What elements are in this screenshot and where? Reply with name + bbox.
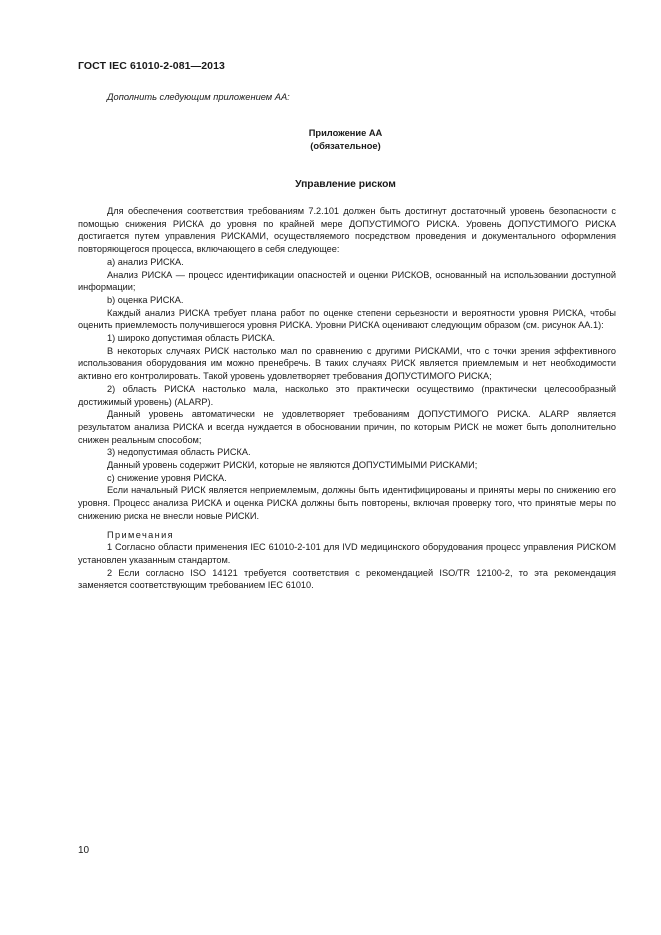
list-item: а) анализ РИСКА. [107, 256, 184, 267]
paragraph: Данный уровень содержит РИСКИ, которые не являются ДОПУСТИМЫМИ РИСКАМИ; [107, 460, 478, 471]
annex-title: Приложение АА [308, 128, 383, 138]
list-item: c) снижение уровня РИСКА. [107, 472, 227, 483]
amendment-instruction: Дополнить следующим приложением АА: [107, 92, 290, 102]
paragraph: В некоторых случаях РИСК настолько мал по сравнению с другими РИСКАМИ, что с точки зрения эффективного использования оборудования им можно пренебречь. В таких случаях РИСК является приемлемым и нет необходимости активно его контролировать. Такой уровень удовлетворяет требования ДОПУСТИМОГО РИСКА; [78, 345, 616, 382]
paragraph: Анализ РИСКА — процесс идентификации опасностей и оценки РИСКОВ, основанный на использовании доступной информации; [78, 269, 616, 293]
list-item: b) оценка РИСКА. [107, 294, 184, 305]
section-title: Управление риском [295, 179, 396, 190]
standard-header: ГОСТ IEC 61010-2-081—2013 [78, 60, 225, 72]
page-number: 10 [78, 845, 90, 856]
notes-block [78, 529, 616, 593]
note-item: 1 Согласно области применения IEC 61010-2-101 для IVD медицинского оборудования процесс управления РИСКОМ установлен указанным стандартом. [78, 542, 616, 565]
paragraph: Для обеспечения соответствия требованиям 7.2.101 должен быть достигнут достаточный уровень безопасности с помощью снижения РИСКА до уровня по крайней мере ДОПУСТИМОГО РИСКА. Уровень ДОПУСТИМОГО РИСКА достигается путем управления РИСКАМИ, осуществляемого посредством проведения и документального оформления повторяющегося процесса, включающего в себя следующее: [78, 206, 616, 255]
paragraph: Данный уровень автоматически не удовлетворяет требованиям ДОПУСТИМОГО РИСКА. ALARP является результатом анализа РИСКА и всегда нуждается в обосновании причин, по которым РИСК не может быть дополнительно снижен реальным способом; [78, 409, 616, 445]
annex-subtitle: (обязательное) [310, 141, 381, 151]
list-item: 1) широко допустимая область РИСКА. [107, 333, 276, 344]
body-text [78, 205, 616, 592]
note-item: 2 Если согласно ISO 14121 требуется соответствия с рекомендацией ISO/TR 12100-2, то эта рекомендация заменяется соответствующим требованием IEC 61010. [78, 567, 616, 591]
paragraph: Если начальный РИСК является неприемлемым, должны быть идентифицированы и приняты меры по снижению его уровня. Процесс анализа РИСКА и оценка РИСКА должны быть повторены, включая проверку того, что принятые меры по снижению риска не внесли новые РИСКИ. [78, 485, 616, 521]
notes-heading: Примечания [107, 529, 175, 540]
list-item: 3) недопустимая область РИСКА. [107, 447, 251, 458]
list-item: 2) область РИСКА настолько мала, насколько это практически осуществимо (практически целесообразный достижимый уровень) (ALARP). [78, 383, 616, 407]
paragraph: Каждый анализ РИСКА требует плана работ по оценке степени серьезности и вероятности уровня РИСКА, чтобы оценить приемлемость получившегося уровня РИСКА. Уровни РИСКА оценивают следующим образом (см. рисунок АА.1): [78, 307, 616, 331]
